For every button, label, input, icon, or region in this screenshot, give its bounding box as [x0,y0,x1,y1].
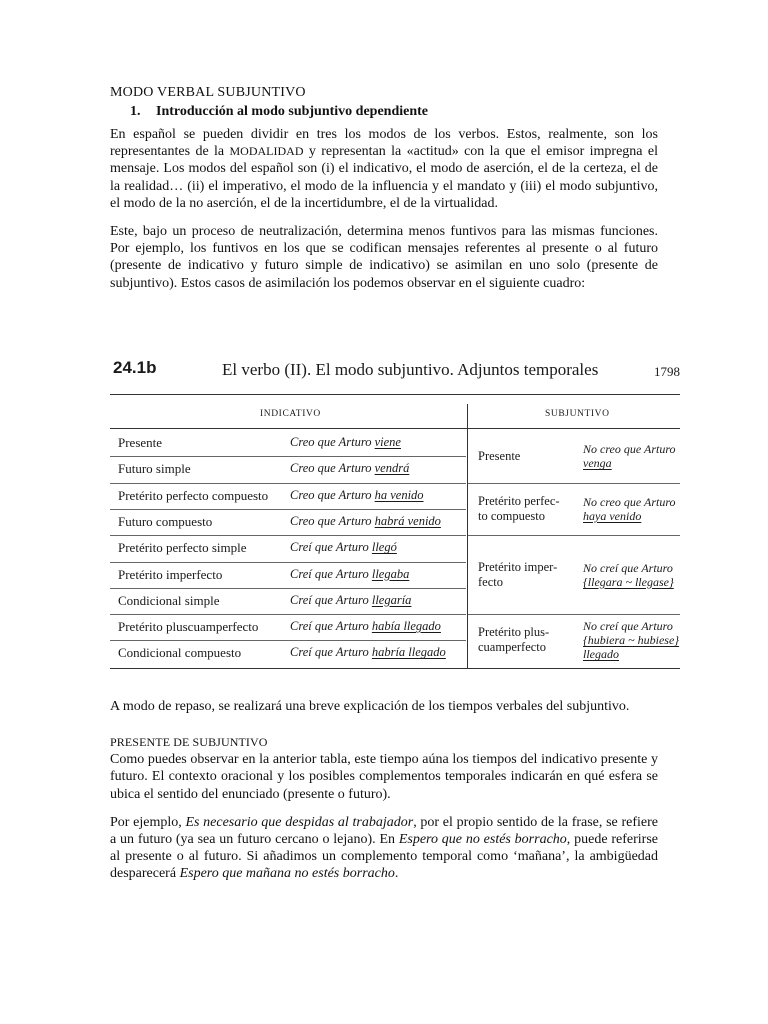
figure-title: El verbo (II). El modo subjuntivo. Adjuntos temporales [222,360,599,379]
indicativo-example [290,540,397,555]
row-divider [110,456,466,457]
indicativo-tense: Condicional simple [118,592,220,608]
indicativo-tense: Condicional compuesto [118,645,242,661]
example-verb: {hubiera ~ hubiese} llegado [583,633,680,662]
present-paragraph: Como puedes observar en la anterior tabla, este tiempo aúna los tiempos del indicativo presente y futuro. El contexto oracional y los posibles complementos temporales indicarán en qué esfera se ubica el sentido del enunciado (presente o futuro). [110,752,658,802]
row-divider [110,509,466,510]
figure-page-number: 1798 [654,364,680,379]
example-clause: No creo que Arturo [583,442,676,457]
subjuntivo-example [583,619,683,661]
indicativo-tense: Futuro compuesto [118,513,213,529]
example-verb: viene [374,435,401,449]
example-verb: llegó [371,540,397,555]
subjuntivo-tense: Pretérito plus- cuamperfecto [478,625,550,655]
neutralization-paragraph: Este, bajo un proceso de neutralización, determina menos funtivos para las mismas funciones. Por ejemplo, los funtivos en los que se codifican mensajes referentes al presente o al futuro (presente de indicativo y futuro simple de indicativo) se asimilan en uno solo (presente de subjuntivo). Estos casos de asimilación los podemos observar en el siguiente cuadro: [110,224,658,291]
example-verb: {llegara ~ llegase} [583,574,674,589]
subheading-presente: PRESENTE DE SUBJUNTIVO [110,735,268,750]
subjuntivo-header: SUBJUNTIVO [545,409,610,419]
verb-table-figure [110,352,688,674]
intro-text-2: y representan la «actitud» con la que el emisor impregna el mensaje. Los modos del español son (i) el indicativo, el modo de aserción, el de la certeza, el de la realidad… (ii) el imperativo, el modo de la influencia y el mandato y (iii) el modo subjuntivo, el modo de la no aserción, el de la incertidumbre, el de la virtualidad. [110,144,658,211]
indicativo-example [290,619,441,634]
indicativo-tense: Pretérito imperfecto [118,566,223,582]
example-text-3: , puede referirse al presente o al futuro. Si añadimos un complemento temporal como ‘mañana’, la ambigüedad desparecerá [110,832,658,882]
example-clause: Creo que Arturo [290,513,375,528]
indicativo-example [290,461,409,476]
indicativo-example [290,593,411,608]
row-divider [110,614,466,615]
document-title: MODO VERBAL SUBJUNTIVO [110,85,306,100]
document-body [110,84,658,292]
subjuntivo-tense: Pretérito imper- fecto [478,559,558,589]
example-italic-3: Espero que mañana no estés borracho [179,866,395,882]
subjuntivo-tense: Pretérito perfec- to compuesto [478,493,560,523]
indicativo-example [290,514,441,529]
row-divider [110,588,466,589]
example-text-4: . [394,866,399,882]
example-clause: Creí que Arturo [290,540,372,555]
example-verb: llegaba [371,566,410,581]
subjuntivo-tense: Presente [478,448,521,463]
example-text-2: , por el propio sentido de la frase, se refiere a un futuro (ya sea un futuro cercano o lejano). En [110,814,658,848]
example-clause: Creí que Arturo [290,592,372,607]
intro-text-1: En español se pueden dividir en tres los modos de los verbos. Estos, realmente, son los representantes de la [110,127,658,160]
section-number: 1. [130,104,141,119]
subjuntivo-example [583,495,683,523]
row-divider [468,614,680,615]
example-text-1: Por ejemplo, [110,814,186,830]
example-verb: llegaría [371,592,412,607]
example-paragraph [110,814,658,883]
example-clause: No creí que Arturo [583,619,673,634]
example-clause: Creí que Arturo [290,566,372,581]
figure-bottom-rule [110,668,680,669]
example-clause: No creo que Arturo [583,494,676,509]
indicativo-tense: Pretérito perfecto compuesto [118,487,269,503]
indicativo-example [290,488,424,503]
row-divider [110,535,466,536]
subjuntivo-example [583,561,683,589]
section-heading [130,103,658,120]
example-italic-1: Es necesario que despidas al trabajador [185,814,414,830]
intro-paragraph [110,126,658,212]
intro-smallcaps: MODALIDAD [229,144,304,159]
indicativo-tense: Presente [118,435,163,450]
indicativo-tense: Pretérito pluscuamperfecto [118,619,259,635]
subjuntivo-example [583,442,683,470]
example-verb: había llegado [371,619,441,634]
example-verb: habrá venido [374,513,441,528]
row-divider [110,483,466,484]
row-divider [110,562,466,563]
document-body-continued [110,698,658,883]
example-italic-2: Espero que no estés borracho [398,832,567,848]
indicativo-example [290,567,409,582]
example-clause: No creí que Arturo [583,560,673,575]
example-verb: habría llegado [371,645,446,660]
example-clause: Creí que Arturo [290,645,372,660]
header-rule [110,428,680,429]
section-heading-text: Introducción al modo subjuntivo dependiente [156,104,429,119]
example-clause: Creí que Arturo [290,619,372,634]
example-verb: venga [583,456,612,471]
indicativo-header: INDICATIVO [260,409,321,419]
indicativo-tense: Futuro simple [118,461,191,477]
indicativo-example [290,645,446,660]
indicativo-tense: Pretérito perfecto simple [118,540,247,556]
row-divider [468,535,680,536]
row-divider [468,483,680,484]
indicativo-example [290,435,401,450]
review-paragraph: A modo de repaso, se realizará una breve explicación de los tiempos verbales del subjuntivo. [110,699,630,714]
figure-top-rule [110,394,680,395]
row-divider [110,640,466,641]
example-verb: ha venido [374,487,424,502]
figure-code: 24.1b [113,358,157,377]
example-clause: Creo que Arturo [290,487,375,502]
example-verb: haya venido [583,508,642,523]
example-clause: Creo que Arturo [290,435,375,449]
example-clause: Creo que Arturo [290,461,375,476]
example-verb: vendrá [374,461,410,476]
